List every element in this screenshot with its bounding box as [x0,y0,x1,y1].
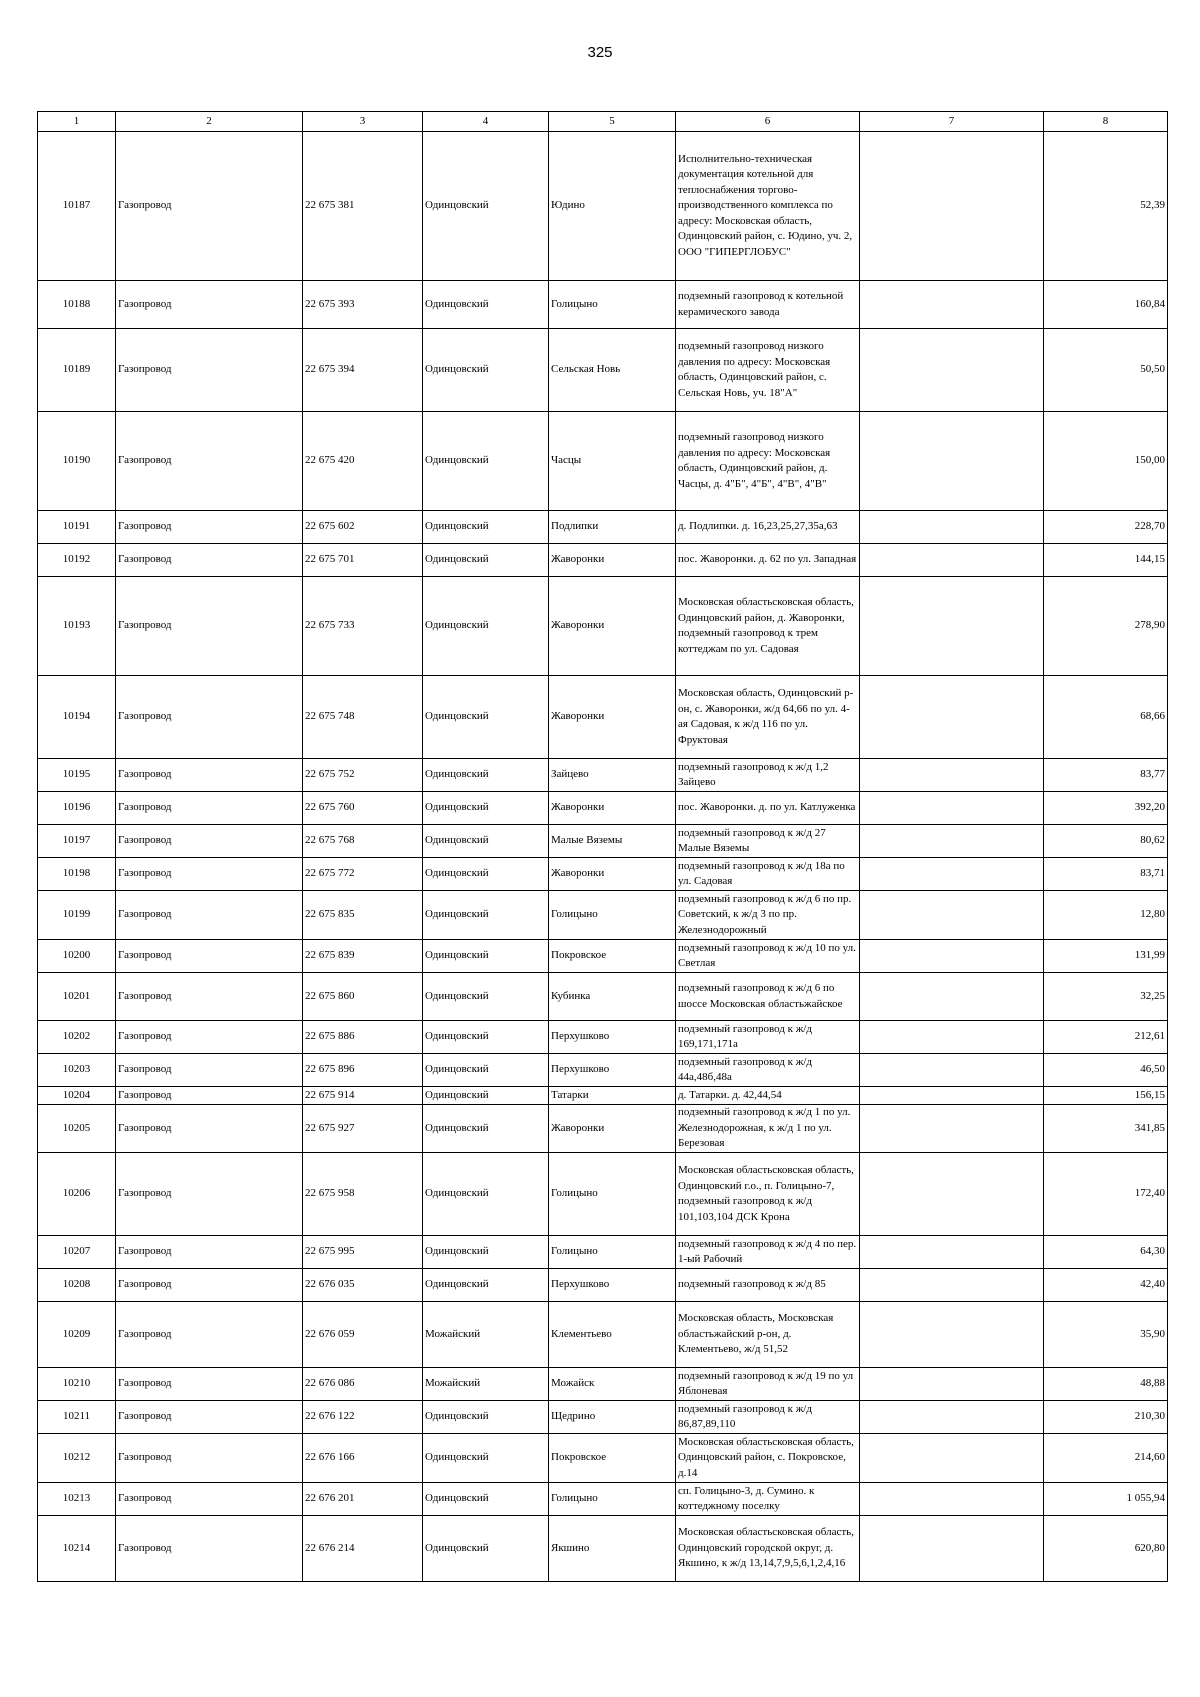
value-cell: 48,88 [1044,1368,1168,1401]
district-name: Одинцовский [423,511,549,544]
district-name: Одинцовский [423,1269,549,1302]
row-number: 10211 [38,1401,116,1434]
object-description: Московская областьсковская область, Одинцовский г.о., п. Голицыно-7, подземный газопровод к ж/д 101,103,104 ДСК Крона [676,1153,860,1236]
table-row [38,891,1168,940]
page-number: 325 [587,44,613,61]
district-name: Одинцовский [423,1021,549,1054]
object-code: 22 676 035 [303,1269,423,1302]
district-name: Одинцовский [423,825,549,858]
object-name: Газопровод [116,577,303,676]
value-cell: 64,30 [1044,1236,1168,1269]
object-description: Московская область, Одинцовский р-он, с. Жаворонки, ж/д 64,66 по ул. 4-ая Садовая, к ж/д 116 по ул. Фруктовая [676,676,860,759]
row-number: 10191 [38,511,116,544]
table-row [38,1021,1168,1054]
locality-name: Голицыно [549,891,676,940]
object-description: Московская областьсковская область, Одинцовский городской округ, д. Якшино, к ж/д 13,14,7,9,5,6,1,2,4,16 [676,1516,860,1582]
locality-name: Якшино [549,1516,676,1582]
note-cell [860,759,1044,792]
object-description: подземный газопровод к ж/д 86,87,89,110 [676,1401,860,1434]
value-cell: 620,80 [1044,1516,1168,1582]
object-code: 22 675 914 [303,1087,423,1105]
table-row [38,281,1168,329]
district-name: Одинцовский [423,858,549,891]
object-name: Газопровод [116,1105,303,1153]
value-cell: 68,66 [1044,676,1168,759]
object-code: 22 676 059 [303,1302,423,1368]
value-cell: 150,00 [1044,412,1168,511]
district-name: Одинцовский [423,676,549,759]
district-name: Одинцовский [423,792,549,825]
object-code: 22 675 839 [303,940,423,973]
row-number: 10187 [38,132,116,281]
table-row [38,940,1168,973]
table-row [38,1483,1168,1516]
object-description: пос. Жаворонки. д. 62 по ул. Западная [676,544,860,577]
object-code: 22 675 772 [303,858,423,891]
object-description: подземный газопровод к ж/д 1,2 Зайцево [676,759,860,792]
note-cell [860,1483,1044,1516]
object-name: Газопровод [116,1087,303,1105]
table-row [38,1516,1168,1582]
object-description: подземный газопровод к ж/д 85 [676,1269,860,1302]
row-number: 10188 [38,281,116,329]
object-description: подземный газопровод к ж/д 18а по ул. Садовая [676,858,860,891]
note-cell [860,1269,1044,1302]
value-cell: 278,90 [1044,577,1168,676]
object-name: Газопровод [116,1054,303,1087]
object-code: 22 675 860 [303,973,423,1021]
object-code: 22 676 086 [303,1368,423,1401]
table-row [38,792,1168,825]
row-number: 10194 [38,676,116,759]
note-cell [860,1087,1044,1105]
value-cell: 156,15 [1044,1087,1168,1105]
row-number: 10192 [38,544,116,577]
object-description: подземный газопровод к ж/д 4 по пер. 1-ый Рабочий [676,1236,860,1269]
district-name: Одинцовский [423,1483,549,1516]
object-description: подземный газопровод к ж/д 19 по ул Яблоневая [676,1368,860,1401]
table-header-row [38,112,1168,132]
value-cell: 212,61 [1044,1021,1168,1054]
value-cell: 46,50 [1044,1054,1168,1087]
object-name: Газопровод [116,1368,303,1401]
object-description: д. Татарки. д. 42,44,54 [676,1087,860,1105]
note-cell [860,792,1044,825]
locality-name: Юдино [549,132,676,281]
object-code: 22 675 768 [303,825,423,858]
value-cell: 83,77 [1044,759,1168,792]
object-name: Газопровод [116,858,303,891]
object-name: Газопровод [116,544,303,577]
column-header: 7 [860,112,1044,132]
note-cell [860,940,1044,973]
note-cell [860,1153,1044,1236]
row-number: 10212 [38,1434,116,1483]
object-description: подземный газопровод к котельной керамического завода [676,281,860,329]
table-row [38,1368,1168,1401]
note-cell [860,1236,1044,1269]
locality-name: Сельская Новь [549,329,676,412]
note-cell [860,1105,1044,1153]
object-name: Газопровод [116,1302,303,1368]
table-row [38,1153,1168,1236]
object-name: Газопровод [116,891,303,940]
locality-name: Часцы [549,412,676,511]
row-number: 10196 [38,792,116,825]
locality-name: Подлипки [549,511,676,544]
table-row [38,412,1168,511]
value-cell: 210,30 [1044,1401,1168,1434]
row-number: 10214 [38,1516,116,1582]
locality-name: Перхушково [549,1054,676,1087]
object-name: Газопровод [116,1021,303,1054]
value-cell: 214,60 [1044,1434,1168,1483]
value-cell: 12,80 [1044,891,1168,940]
district-name: Одинцовский [423,891,549,940]
object-description: подземный газопровод к ж/д 6 по шоссе Московская областьжайское [676,973,860,1021]
object-name: Газопровод [116,511,303,544]
district-name: Одинцовский [423,759,549,792]
object-name: Газопровод [116,792,303,825]
object-code: 22 675 602 [303,511,423,544]
table-row [38,1087,1168,1105]
value-cell: 144,15 [1044,544,1168,577]
object-name: Газопровод [116,1269,303,1302]
registry-table [37,111,1168,1582]
note-cell [860,891,1044,940]
row-number: 10206 [38,1153,116,1236]
note-cell [860,1302,1044,1368]
object-name: Газопровод [116,973,303,1021]
district-name: Одинцовский [423,329,549,412]
district-name: Одинцовский [423,1434,549,1483]
locality-name: Зайцево [549,759,676,792]
object-name: Газопровод [116,1401,303,1434]
district-name: Можайский [423,1302,549,1368]
row-number: 10213 [38,1483,116,1516]
object-name: Газопровод [116,825,303,858]
locality-name: Голицыно [549,1236,676,1269]
row-number: 10207 [38,1236,116,1269]
district-name: Одинцовский [423,1054,549,1087]
district-name: Одинцовский [423,1105,549,1153]
table-row [38,676,1168,759]
table-row [38,511,1168,544]
district-name: Одинцовский [423,412,549,511]
note-cell [860,329,1044,412]
district-name: Одинцовский [423,940,549,973]
object-description: подземный газопровод к ж/д 44а,48б,48а [676,1054,860,1087]
object-description: подземный газопровод к ж/д 6 по пр. Советский, к ж/д 3 по пр. Железнодорожный [676,891,860,940]
value-cell: 83,71 [1044,858,1168,891]
district-name: Одинцовский [423,544,549,577]
row-number: 10195 [38,759,116,792]
district-name: Одинцовский [423,281,549,329]
value-cell: 35,90 [1044,1302,1168,1368]
object-code: 22 676 166 [303,1434,423,1483]
row-number: 10198 [38,858,116,891]
value-cell: 32,25 [1044,973,1168,1021]
row-number: 10193 [38,577,116,676]
note-cell [860,973,1044,1021]
object-code: 22 675 896 [303,1054,423,1087]
locality-name: Клементьево [549,1302,676,1368]
object-code: 22 675 701 [303,544,423,577]
value-cell: 392,20 [1044,792,1168,825]
column-header: 6 [676,112,860,132]
table-row [38,329,1168,412]
table-row [38,858,1168,891]
note-cell [860,676,1044,759]
note-cell [860,858,1044,891]
object-description: подземный газопровод низкого давления по адресу: Московская область, Одинцовский район, с. Сельская Новь, уч. 18"А" [676,329,860,412]
column-header: 4 [423,112,549,132]
row-number: 10208 [38,1269,116,1302]
column-header: 3 [303,112,423,132]
value-cell: 341,85 [1044,1105,1168,1153]
row-number: 10189 [38,329,116,412]
object-code: 22 675 394 [303,329,423,412]
column-header: 8 [1044,112,1168,132]
row-number: 10203 [38,1054,116,1087]
row-number: 10200 [38,940,116,973]
locality-name: Жаворонки [549,792,676,825]
locality-name: Жаворонки [549,577,676,676]
row-number: 10190 [38,412,116,511]
locality-name: Голицыно [549,1153,676,1236]
table-row [38,759,1168,792]
table-row [38,132,1168,281]
note-cell [860,825,1044,858]
object-description: пос. Жаворонки. д. по ул. Катлуженка [676,792,860,825]
row-number: 10199 [38,891,116,940]
object-description: подземный газопровод к ж/д 1 по ул. Железнодорожная, к ж/д 1 по ул. Березовая [676,1105,860,1153]
object-code: 22 675 381 [303,132,423,281]
object-description: подземный газопровод низкого давления по адресу: Московская область, Одинцовский район, д. Часцы, д. 4"Б", 4"Б", 4"В", 4"В" [676,412,860,511]
table-row [38,1236,1168,1269]
object-name: Газопровод [116,1153,303,1236]
locality-name: Жаворонки [549,544,676,577]
column-header: 2 [116,112,303,132]
object-code: 22 675 958 [303,1153,423,1236]
locality-name: Покровское [549,940,676,973]
value-cell: 1 055,94 [1044,1483,1168,1516]
object-name: Газопровод [116,1434,303,1483]
value-cell: 52,39 [1044,132,1168,281]
row-number: 10205 [38,1105,116,1153]
value-cell: 160,84 [1044,281,1168,329]
district-name: Одинцовский [423,132,549,281]
note-cell [860,511,1044,544]
table-row [38,825,1168,858]
note-cell [860,1434,1044,1483]
table-row [38,544,1168,577]
table-row [38,1054,1168,1087]
value-cell: 50,50 [1044,329,1168,412]
object-description: д. Подлипки. д. 16,23,25,27,35а,63 [676,511,860,544]
object-name: Газопровод [116,281,303,329]
object-description: Московская областьсковская область, Одинцовский район, д. Жаворонки, подземный газопровод к трем коттеджам по ул. Садовая [676,577,860,676]
value-cell: 131,99 [1044,940,1168,973]
table-row [38,1302,1168,1368]
table-row [38,1269,1168,1302]
object-code: 22 675 733 [303,577,423,676]
table-row [38,973,1168,1021]
district-name: Одинцовский [423,1153,549,1236]
locality-name: Голицыно [549,1483,676,1516]
object-description: подземный газопровод к ж/д 169,171,171а [676,1021,860,1054]
note-cell [860,412,1044,511]
locality-name: Жаворонки [549,676,676,759]
object-code: 22 676 122 [303,1401,423,1434]
district-name: Одинцовский [423,1236,549,1269]
table-row [38,1401,1168,1434]
locality-name: Жаворонки [549,858,676,891]
locality-name: Можайск [549,1368,676,1401]
note-cell [860,281,1044,329]
district-name: Одинцовский [423,577,549,676]
table-row [38,577,1168,676]
object-name: Газопровод [116,1516,303,1582]
district-name: Можайский [423,1368,549,1401]
locality-name: Перхушково [549,1021,676,1054]
object-name: Газопровод [116,759,303,792]
value-cell: 42,40 [1044,1269,1168,1302]
row-number: 10201 [38,973,116,1021]
value-cell: 228,70 [1044,511,1168,544]
district-name: Одинцовский [423,1516,549,1582]
object-description: сп. Голицыно-3, д. Сумино. к коттеджному поселку [676,1483,860,1516]
object-name: Газопровод [116,676,303,759]
note-cell [860,1516,1044,1582]
locality-name: Голицыно [549,281,676,329]
object-code: 22 675 748 [303,676,423,759]
column-header: 1 [38,112,116,132]
locality-name: Малые Вяземы [549,825,676,858]
object-code: 22 676 214 [303,1516,423,1582]
note-cell [860,544,1044,577]
note-cell [860,1021,1044,1054]
object-code: 22 675 393 [303,281,423,329]
object-code: 22 675 886 [303,1021,423,1054]
object-name: Газопровод [116,412,303,511]
row-number: 10202 [38,1021,116,1054]
note-cell [860,577,1044,676]
note-cell [860,1368,1044,1401]
object-code: 22 675 995 [303,1236,423,1269]
object-code: 22 676 201 [303,1483,423,1516]
note-cell [860,132,1044,281]
row-number: 10197 [38,825,116,858]
table-row [38,1105,1168,1153]
column-header: 5 [549,112,676,132]
object-name: Газопровод [116,132,303,281]
district-name: Одинцовский [423,973,549,1021]
object-code: 22 675 927 [303,1105,423,1153]
object-description: Исполнительно-техническая документация котельной для теплоснабжения торгово-производственного комплекса по адресу: Московская область, Одинцовский район, с. Юдино, уч. 2, ООО "ГИПЕРГЛОБУС" [676,132,860,281]
object-name: Газопровод [116,1236,303,1269]
district-name: Одинцовский [423,1401,549,1434]
value-cell: 80,62 [1044,825,1168,858]
object-name: Газопровод [116,940,303,973]
object-description: Московская область, Московская областьжайский р-он, д. Клементьево, ж/д 51,52 [676,1302,860,1368]
locality-name: Щедрино [549,1401,676,1434]
note-cell [860,1401,1044,1434]
locality-name: Татарки [549,1087,676,1105]
table-row [38,1434,1168,1483]
object-code: 22 675 835 [303,891,423,940]
locality-name: Жаворонки [549,1105,676,1153]
row-number: 10210 [38,1368,116,1401]
object-name: Газопровод [116,1483,303,1516]
object-description: Московская областьсковская область, Одинцовский район, с. Покровское, д.14 [676,1434,860,1483]
object-name: Газопровод [116,329,303,412]
value-cell: 172,40 [1044,1153,1168,1236]
row-number: 10204 [38,1087,116,1105]
note-cell [860,1054,1044,1087]
table-body [38,132,1168,1582]
object-code: 22 675 752 [303,759,423,792]
object-code: 22 675 760 [303,792,423,825]
object-code: 22 675 420 [303,412,423,511]
locality-name: Кубинка [549,973,676,1021]
object-description: подземный газопровод к ж/д 10 по ул. Светлая [676,940,860,973]
object-description: подземный газопровод к ж/д 27 Малые Вяземы [676,825,860,858]
locality-name: Перхушково [549,1269,676,1302]
row-number: 10209 [38,1302,116,1368]
locality-name: Покровское [549,1434,676,1483]
district-name: Одинцовский [423,1087,549,1105]
